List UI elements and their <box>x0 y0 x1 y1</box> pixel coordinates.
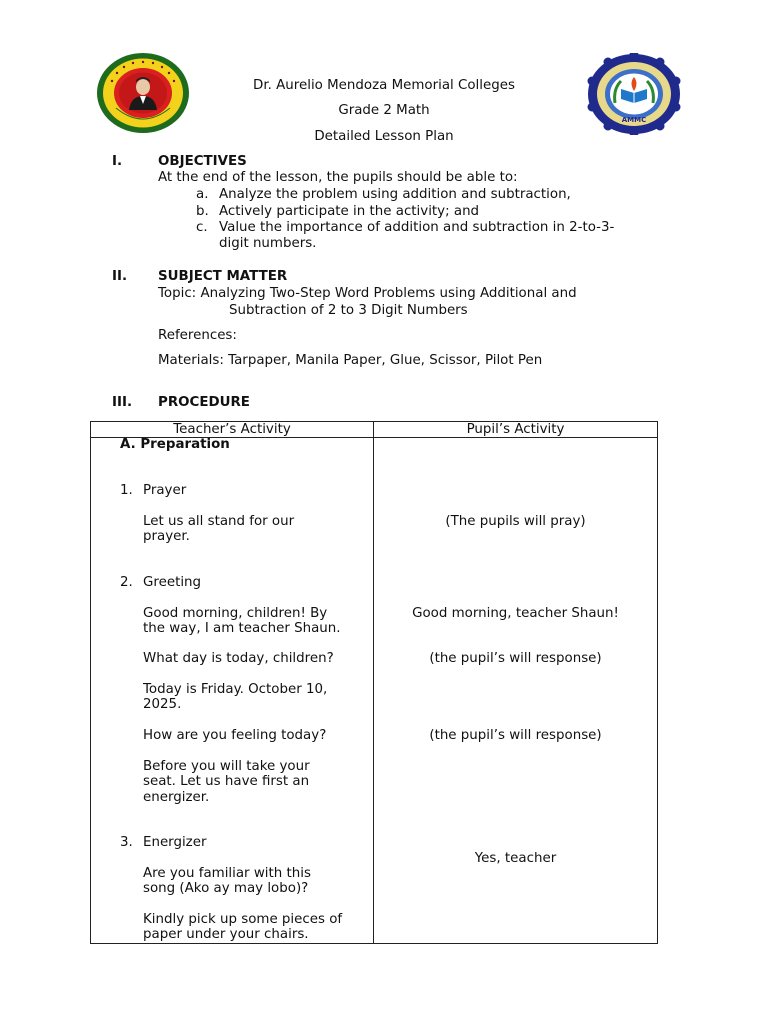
college-seal-right <box>587 53 681 135</box>
pupil-pray-response: (The pupils will pray) <box>445 514 586 529</box>
procedure-numeral: III. <box>112 395 133 410</box>
feeling-question: How are you feeling today? <box>143 728 327 743</box>
prayer-instruction-line2: prayer. <box>143 529 190 544</box>
greeting-number: 2. <box>120 575 133 590</box>
objective-c-marker: c. <box>196 220 208 235</box>
document-type: Detailed Lesson Plan <box>314 129 454 144</box>
procedure-heading: PROCEDURE <box>158 395 250 410</box>
college-seal-acronym: AMMC <box>621 116 647 124</box>
objective-b-marker: b. <box>196 204 209 219</box>
objective-a-marker: a. <box>196 187 209 202</box>
pupil-song-response: Yes, teacher <box>474 851 557 866</box>
pupil-greeting-response: Good morning, teacher Shaun! <box>412 606 619 621</box>
materials: Materials: Tarpaper, Manila Paper, Glue, Scissor, Pilot Pen <box>158 353 543 368</box>
objective-c-text-line1: Value the importance of addition and subtraction in 2-to-3- <box>219 220 615 235</box>
objective-a-text: Analyze the problem using addition and subtraction, <box>219 187 571 202</box>
topic-line2: Subtraction of 2 to 3 Digit Numbers <box>229 303 468 318</box>
song-question-line2: song (Ako ay may lobo)? <box>143 881 309 896</box>
seat-line3: energizer. <box>143 790 210 805</box>
paper-instruction-line2: paper under your chairs. <box>143 927 309 942</box>
procedure-table <box>90 421 658 944</box>
seat-line1: Before you will take your <box>143 759 310 774</box>
section-a-preparation: A. Preparation <box>120 437 230 452</box>
objective-c-text-line2: digit numbers. <box>219 236 317 251</box>
pupil-activity-cell <box>374 438 658 944</box>
greeting-line1: Good morning, children! By <box>143 606 328 621</box>
objectives-intro: At the end of the lesson, the pupils should be able to: <box>158 170 518 185</box>
teacher-activity-header: Teacher’s Activity <box>91 422 374 438</box>
date-line2: 2025. <box>143 697 182 712</box>
seat-line2: seat. Let us have first an <box>143 774 310 789</box>
school-seal-left <box>96 52 190 134</box>
pupil-day-response: (the pupil’s will response) <box>429 651 602 666</box>
pupil-activity-header: Pupil’s Activity <box>374 422 658 438</box>
energizer-label: Energizer <box>143 835 207 850</box>
college-seal-right-graphic <box>587 53 681 135</box>
day-question: What day is today, children? <box>143 651 334 666</box>
prayer-instruction-line1: Let us all stand for our <box>143 514 295 529</box>
prayer-label: Prayer <box>143 483 187 498</box>
subject-matter-numeral: II. <box>112 269 128 284</box>
school-seal-left-graphic <box>96 52 190 134</box>
energizer-number: 3. <box>120 835 133 850</box>
greeting-line2: the way, I am teacher Shaun. <box>143 621 341 636</box>
pupil-feeling-response: (the pupil’s will response) <box>429 728 602 743</box>
procedure-table-body <box>91 438 658 944</box>
school-name: Dr. Aurelio Mendoza Memorial Colleges <box>253 78 515 93</box>
topic-line1: Topic: Analyzing Two-Step Word Problems using Additional and <box>158 286 577 301</box>
paper-instruction-line1: Kindly pick up some pieces of <box>143 912 343 927</box>
song-question-line1: Are you familiar with this <box>143 866 311 881</box>
greeting-label: Greeting <box>143 575 202 590</box>
references: References: <box>158 328 237 343</box>
date-line1: Today is Friday. October 10, <box>143 682 328 697</box>
objectives-heading: OBJECTIVES <box>158 154 247 169</box>
grade-subject: Grade 2 Math <box>338 103 430 118</box>
prayer-number: 1. <box>120 483 133 498</box>
objective-b-text: Actively participate in the activity; and <box>219 204 480 219</box>
teacher-activity-cell <box>91 438 374 944</box>
objectives-numeral: I. <box>112 154 123 169</box>
subject-matter-heading: SUBJECT MATTER <box>158 269 288 284</box>
procedure-table-header <box>91 422 658 438</box>
